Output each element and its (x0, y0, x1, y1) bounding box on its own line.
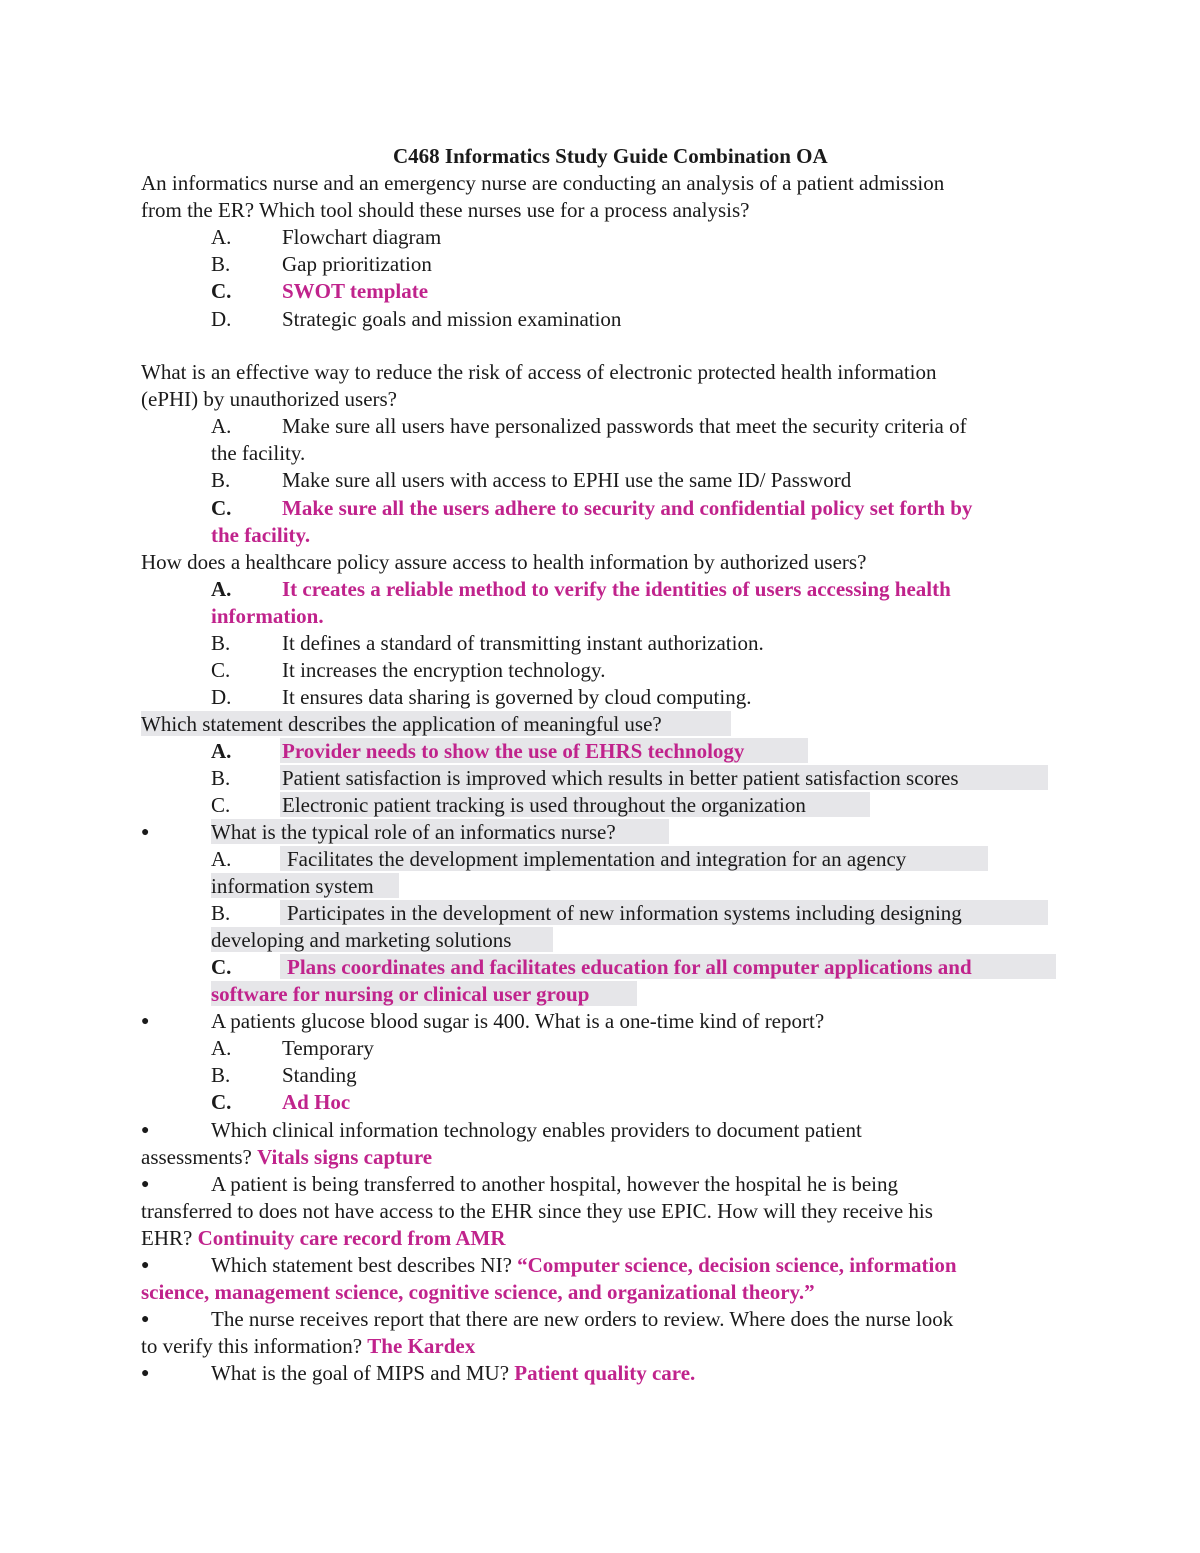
option-letter: C. (211, 793, 231, 817)
correct-answer: Patient quality care. (514, 1361, 696, 1385)
correct-answer: SWOT template (282, 279, 429, 303)
option-letter: B. (211, 1063, 231, 1087)
option-letter: B. (211, 766, 231, 790)
question-stem: transferred to does not have access to the EHR since they use EPIC. How will they receive his (141, 1199, 933, 1223)
bullet-icon: ● (141, 825, 150, 840)
bullet-icon: ● (141, 1258, 150, 1273)
option-text: information system (211, 874, 374, 898)
question-stem: from the ER? Which tool should these nurses use for a process analysis? (141, 198, 750, 222)
question-stem: (ePHI) by unauthorized users? (141, 387, 397, 411)
option-text: developing and marketing solutions (211, 928, 512, 952)
question-stem: The nurse receives report that there are new orders to review. Where does the nurse look (211, 1307, 954, 1331)
question-stem: assessments? (141, 1145, 252, 1169)
option-text: the facility. (211, 441, 306, 465)
option-letter: D. (211, 685, 232, 709)
option-letter: C. (211, 279, 232, 303)
question-line (211, 1360, 695, 1387)
correct-answer: the facility. (211, 523, 311, 547)
correct-answer: Make sure all the users adhere to security and confidential policy set forth by (282, 496, 973, 520)
question-stem: What is the typical role of an informatics nurse? (211, 820, 616, 844)
option-letter: B. (211, 468, 231, 492)
question-stem: What is the goal of MIPS and MU? (211, 1361, 510, 1385)
option-letter: C. (211, 955, 232, 979)
correct-answer: Continuity care record from AMR (197, 1226, 506, 1250)
question-stem: to verify this information? (141, 1334, 363, 1358)
correct-answer: information. (211, 604, 324, 628)
correct-answer: Provider needs to show the use of EHRS technology (282, 739, 745, 763)
question-stem: What is an effective way to reduce the risk of access of electronic protected health information (141, 360, 937, 384)
bullet-icon: ● (141, 1177, 150, 1192)
option-text: It increases the encryption technology. (282, 658, 606, 682)
correct-answer: It creates a reliable method to verify the identities of users accessing health (282, 577, 951, 601)
question-line (141, 1144, 432, 1171)
option-letter: C. (211, 658, 231, 682)
option-text: Electronic patient tracking is used throughout the organization (282, 793, 806, 817)
option-text: Temporary (282, 1036, 374, 1060)
option-letter: D. (211, 307, 232, 331)
bullet-icon: ● (141, 1312, 150, 1327)
question-stem: How does a healthcare policy assure access to health information by authorized users? (141, 550, 867, 574)
page-title: C468 Informatics Study Guide Combination OA (393, 144, 828, 168)
bullet-icon: ● (141, 1014, 150, 1029)
option-letter: A. (211, 225, 232, 249)
question-stem: Which statement best describes NI? (211, 1253, 512, 1277)
option-letter: C. (211, 496, 232, 520)
option-letter: B. (211, 252, 231, 276)
question-line (141, 1225, 506, 1252)
option-text: Make sure all users with access to EPHI use the same ID/ Password (282, 468, 852, 492)
correct-answer: Vitals signs capture (257, 1145, 433, 1169)
question-line (141, 1333, 475, 1360)
question-stem: A patient is being transferred to another hospital, however the hospital he is being (211, 1172, 898, 1196)
correct-answer: Plans coordinates and facilitates education for all computer applications and (287, 955, 972, 979)
correct-answer: The Kardex (367, 1334, 476, 1358)
question-stem: Which clinical information technology enables providers to document patient (211, 1118, 862, 1142)
option-text: Participates in the development of new information systems including designing (287, 901, 962, 925)
question-stem: A patients glucose blood sugar is 400. What is a one-time kind of report? (211, 1009, 825, 1033)
option-text: It defines a standard of transmitting instant authorization. (282, 631, 764, 655)
question-stem: Which statement describes the application of meaningful use? (141, 712, 662, 736)
option-text: It ensures data sharing is governed by cloud computing. (282, 685, 752, 709)
correct-answer: science, management science, cognitive science, and organizational theory.” (141, 1280, 815, 1304)
bullet-icon: ● (141, 1366, 150, 1381)
option-text: Gap prioritization (282, 252, 432, 276)
option-text: Patient satisfaction is improved which results in better patient satisfaction scores (282, 766, 959, 790)
option-letter: A. (211, 847, 232, 871)
option-text: Make sure all users have personalized passwords that meet the security criteria of (282, 414, 967, 438)
correct-answer: “Computer science, decision science, information (517, 1253, 957, 1277)
option-letter: B. (211, 631, 231, 655)
option-text: Flowchart diagram (282, 225, 442, 249)
question-line (211, 1252, 957, 1279)
bullet-icon: ● (141, 1123, 150, 1138)
option-text: Standing (282, 1063, 357, 1087)
option-letter: A. (211, 414, 232, 438)
correct-answer: software for nursing or clinical user group (211, 982, 590, 1006)
question-stem: EHR? (141, 1226, 193, 1250)
option-letter: A. (211, 577, 232, 601)
option-letter: A. (211, 739, 232, 763)
option-letter: A. (211, 1036, 232, 1060)
option-letter: B. (211, 901, 231, 925)
question-stem: An informatics nurse and an emergency nurse are conducting an analysis of a patient admission (141, 171, 945, 195)
option-text: Facilitates the development implementation and integration for an agency (287, 847, 907, 871)
option-text: Strategic goals and mission examination (282, 307, 622, 331)
correct-answer: Ad Hoc (282, 1090, 351, 1114)
option-letter: C. (211, 1090, 232, 1114)
